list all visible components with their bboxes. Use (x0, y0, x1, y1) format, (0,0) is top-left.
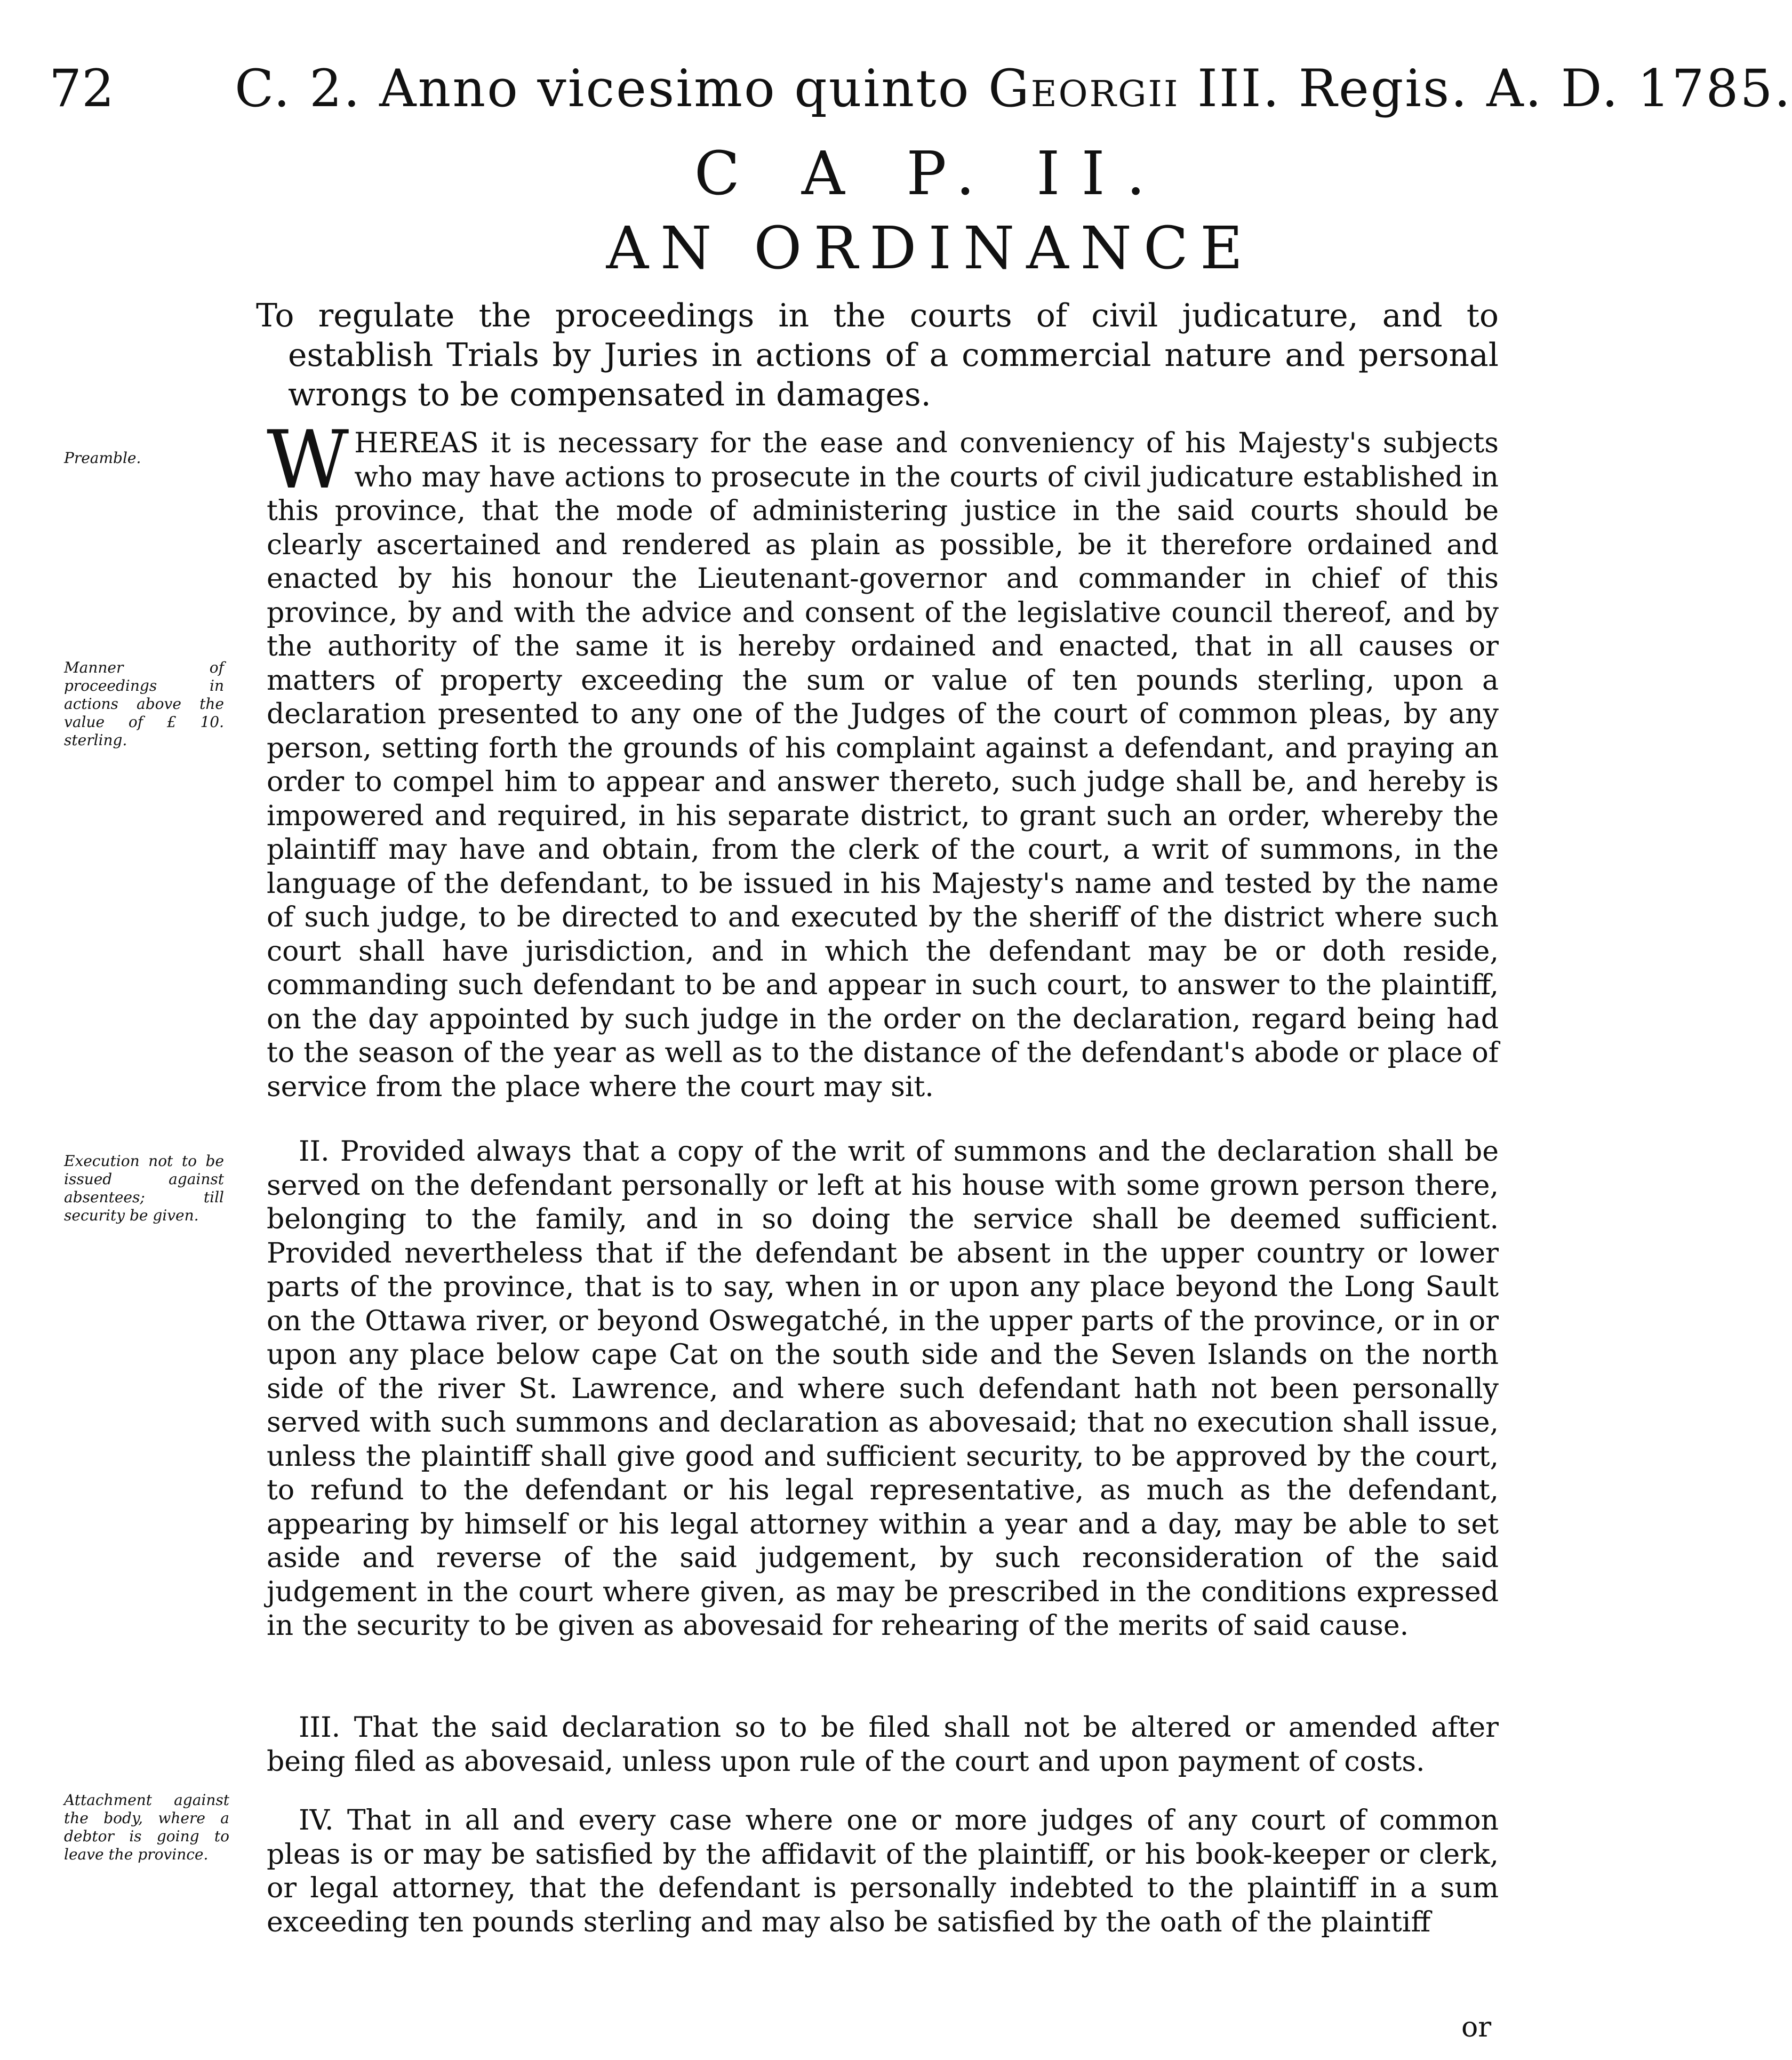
paragraph-section-3 (267, 1711, 1499, 1779)
paragraph-section-2-text: II. Provided always that a copy of the writ of summons and the declaration shall be served on the defendant personally or left at his house with some grown person there, belonging to the family, and in so doing the service shall be deemed sufficient. Provided nevertheless that if the defendant be absent in the upper country or lower parts of the province, that is to say, when in or upon any place beyond the Long Sault on the Ottawa river, or beyond Oswegatché, in the upper parts of the province, or in or upon any place below cape Cat on the south side and the Seven Islands on the north side of the river St. Lawrence, and where such defendant hath not been personally served with such summons and declaration as abovesaid; that no execution shall issue, unless the plaintiff shall give good and sufficient security, to be approved by the court, to refund to the defendant or his legal representative, as much as the defendant, appearing by himself or his legal attorney within a year and a day, may be able to set aside and reverse of the said judgement, by such reconsideration of the said judgement in the court where given, as may be prescribed in the conditions expressed in the security to be given as abovesaid for rehearing of the merits of said cause. (267, 1136, 1499, 1642)
catchword: or (1461, 2011, 1492, 2043)
page-number: 72 (49, 59, 115, 118)
ordinance-heading: AN ORDINANCE (606, 214, 1255, 282)
paragraph-section-4-text: IV. That in all and every case where one or more judges of any court of common pleas is or may be satisfied by the affidavit of the plaintiff, or his book-keeper or clerk, or legal attorney, that the defendant is personally indebted to the plaintiff in a sum exceeding ten pounds sterling and may also be satisfied by the oath of the plaintiff (267, 1805, 1499, 1938)
paragraph-section-2 (267, 1135, 1499, 1643)
chapter-heading: C A P. II. (694, 139, 1167, 209)
margin-note-preamble: Preamble. (64, 449, 141, 467)
margin-note-manner: Manner of proceedings in actions above the value of £ 10. sterling. (64, 659, 224, 749)
running-head-prefix: C. 2. Anno vicesimo quinto (235, 59, 988, 118)
running-head-suffix: III. Regis. A. D. 1785. (1179, 59, 1792, 118)
margin-note-attachment: Attachment against the body, where a debtor is going to leave the province. (64, 1791, 229, 1863)
paragraph-section-3-text: III. That the said declaration so to be filed shall not be altered or amended after being filed as abovesaid, unless upon rule of the court and upon payment of costs. (267, 1712, 1499, 1778)
ordinance-title: To regulate the proceedings in the courts of civil judicature, and to establish Trials by Juries in actions of a commercial nature and personal wrongs to be compensated in damages. (256, 297, 1499, 413)
running-head-king: Georgii (988, 59, 1180, 118)
running-head (235, 59, 1792, 118)
paragraph-section-4 (267, 1804, 1499, 1939)
drop-cap: W (267, 414, 349, 507)
margin-note-execution: Execution not to be issued against absentees; till security be given. (64, 1152, 224, 1224)
paragraph-preamble-text: HEREAS it is necessary for the ease and conveniency of his Majesty's subjects who may have actions to prosecute in the courts of civil judicature established in this province, that the mode of administering justice in the said courts should be clearly ascertained and rendered as plain as possible, be it therefore ordained and enacted by his honour the Lieutenant-governor and commander in chief of this province, by and with the advice and consent of the legislative council thereof, and by the authority of the same it is hereby ordained and enacted, that in all causes or matters of property exceeding the sum or value of ten pounds sterling, upon a declaration presented to any one of the Judges of the court of common pleas, by any person, setting forth the grounds of his complaint against a defendant, and praying an order to compel him to appear and answer thereto, such judge shall be, and hereby is impowered and required, in his separate district, to grant such an order, whereby the plaintiff may have and obtain, from the clerk of the court, a writ of summons, in the language of the defendant, to be issued in his Majesty's name and tested by the name of such judge, to be directed to and executed by the sheriff of the district where such court shall have jurisdiction, and in which the defendant may be or doth reside, commanding such defendant to be and appear in such court, to answer to the plaintiff, on the day appointed by such judge in the order on the declaration, regard being had to the season of the year as well as to the distance of the defendant's abode or place of service from the place where the court may sit. (267, 427, 1499, 1103)
paragraph-preamble (267, 414, 1499, 1104)
